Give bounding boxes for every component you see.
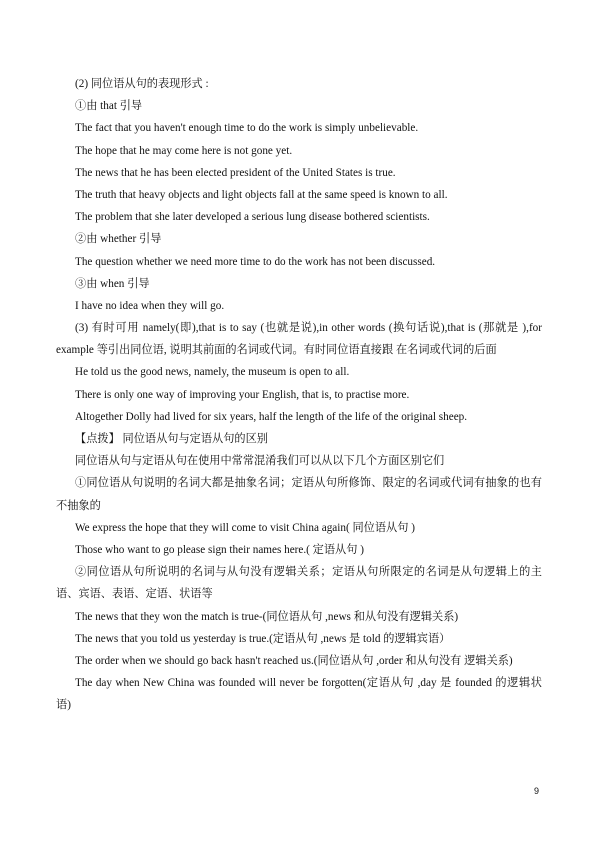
section-heading-forms: (2) 同位语从句的表现形式 :: [75, 78, 209, 90]
tip-heading: 【点拨】 同位语从句与定语从句的区别: [75, 433, 268, 446]
example-sentence: The truth that heavy objects and light objects fall at the same speed is known to all.: [75, 188, 448, 201]
example-sentence: Those who want to go please sign their names here.( 定语从句 ): [75, 544, 364, 556]
example-sentence: The order when we should go back hasn't reached us.(同位语从句 ,order 和从句没有 逻辑关系): [75, 654, 513, 667]
example-sentence: The problem that she later developed a serious lung disease bothered scientists.: [75, 211, 430, 224]
paragraph-namely: (3) 有时可用 namely(即),that is to say (也就是说),in other words (换句话说),that is (那就是 ),for example 等引出同位语, 说明其前面的名词或代词。有时同位语直接跟 在名词或代词的后面: [56, 322, 542, 357]
tip-intro: 同位语从句与定语从句在使用中常常混淆我们可以从以下几个方面区别它们: [75, 455, 445, 468]
example-sentence: We express the hope that they will come to visit China again( 同位语从句 ): [75, 521, 415, 534]
subheading-when: ③由 when 引导: [75, 277, 150, 290]
example-sentence: The news that you told us yesterday is true.(定语从句 ,news 是 told 的逻辑宾语）: [75, 632, 451, 645]
point-one: ①同位语从句说明的名词大都是抽象名词；定语从句所修饰、限定的名词或代词有抽象的也有不抽象的: [56, 477, 542, 512]
page-number: 9: [533, 786, 539, 796]
point-two: ②同位语从句所说明的名词与从句没有逻辑关系；定语从句所限定的名词是从句逻辑上的主语、宾语、表语、定语、状语等: [56, 566, 542, 601]
example-sentence: I have no idea when they will go.: [75, 299, 225, 312]
example-sentence: The news that they won the match is true-(同位语从句 ,news 和从句没有逻辑关系): [75, 610, 459, 623]
example-sentence: He told us the good news, namely, the museum is open to all.: [75, 366, 350, 379]
example-sentence: The day when New China was founded will never be forgotten(定语从句 ,day 是 founded 的逻辑状语): [56, 677, 542, 712]
example-sentence: There is only one way of improving your English, that is, to practise more.: [75, 388, 410, 401]
example-sentence: Altogether Dolly had lived for six years, half the length of the life of the original sheep.: [75, 410, 468, 423]
subheading-whether: ②由 whether 引导: [75, 233, 162, 246]
example-sentence: The hope that he may come here is not gone yet.: [75, 144, 293, 157]
example-sentence: The question whether we need more time to do the work has not been discussed.: [75, 255, 436, 268]
subheading-that: ①由 that 引导: [75, 100, 143, 113]
example-sentence: The fact that you haven't enough time to do the work is simply unbelievable.: [75, 122, 419, 135]
document-body: [56, 73, 542, 717]
example-sentence: The news that he has been elected president of the United States is true.: [75, 166, 396, 179]
